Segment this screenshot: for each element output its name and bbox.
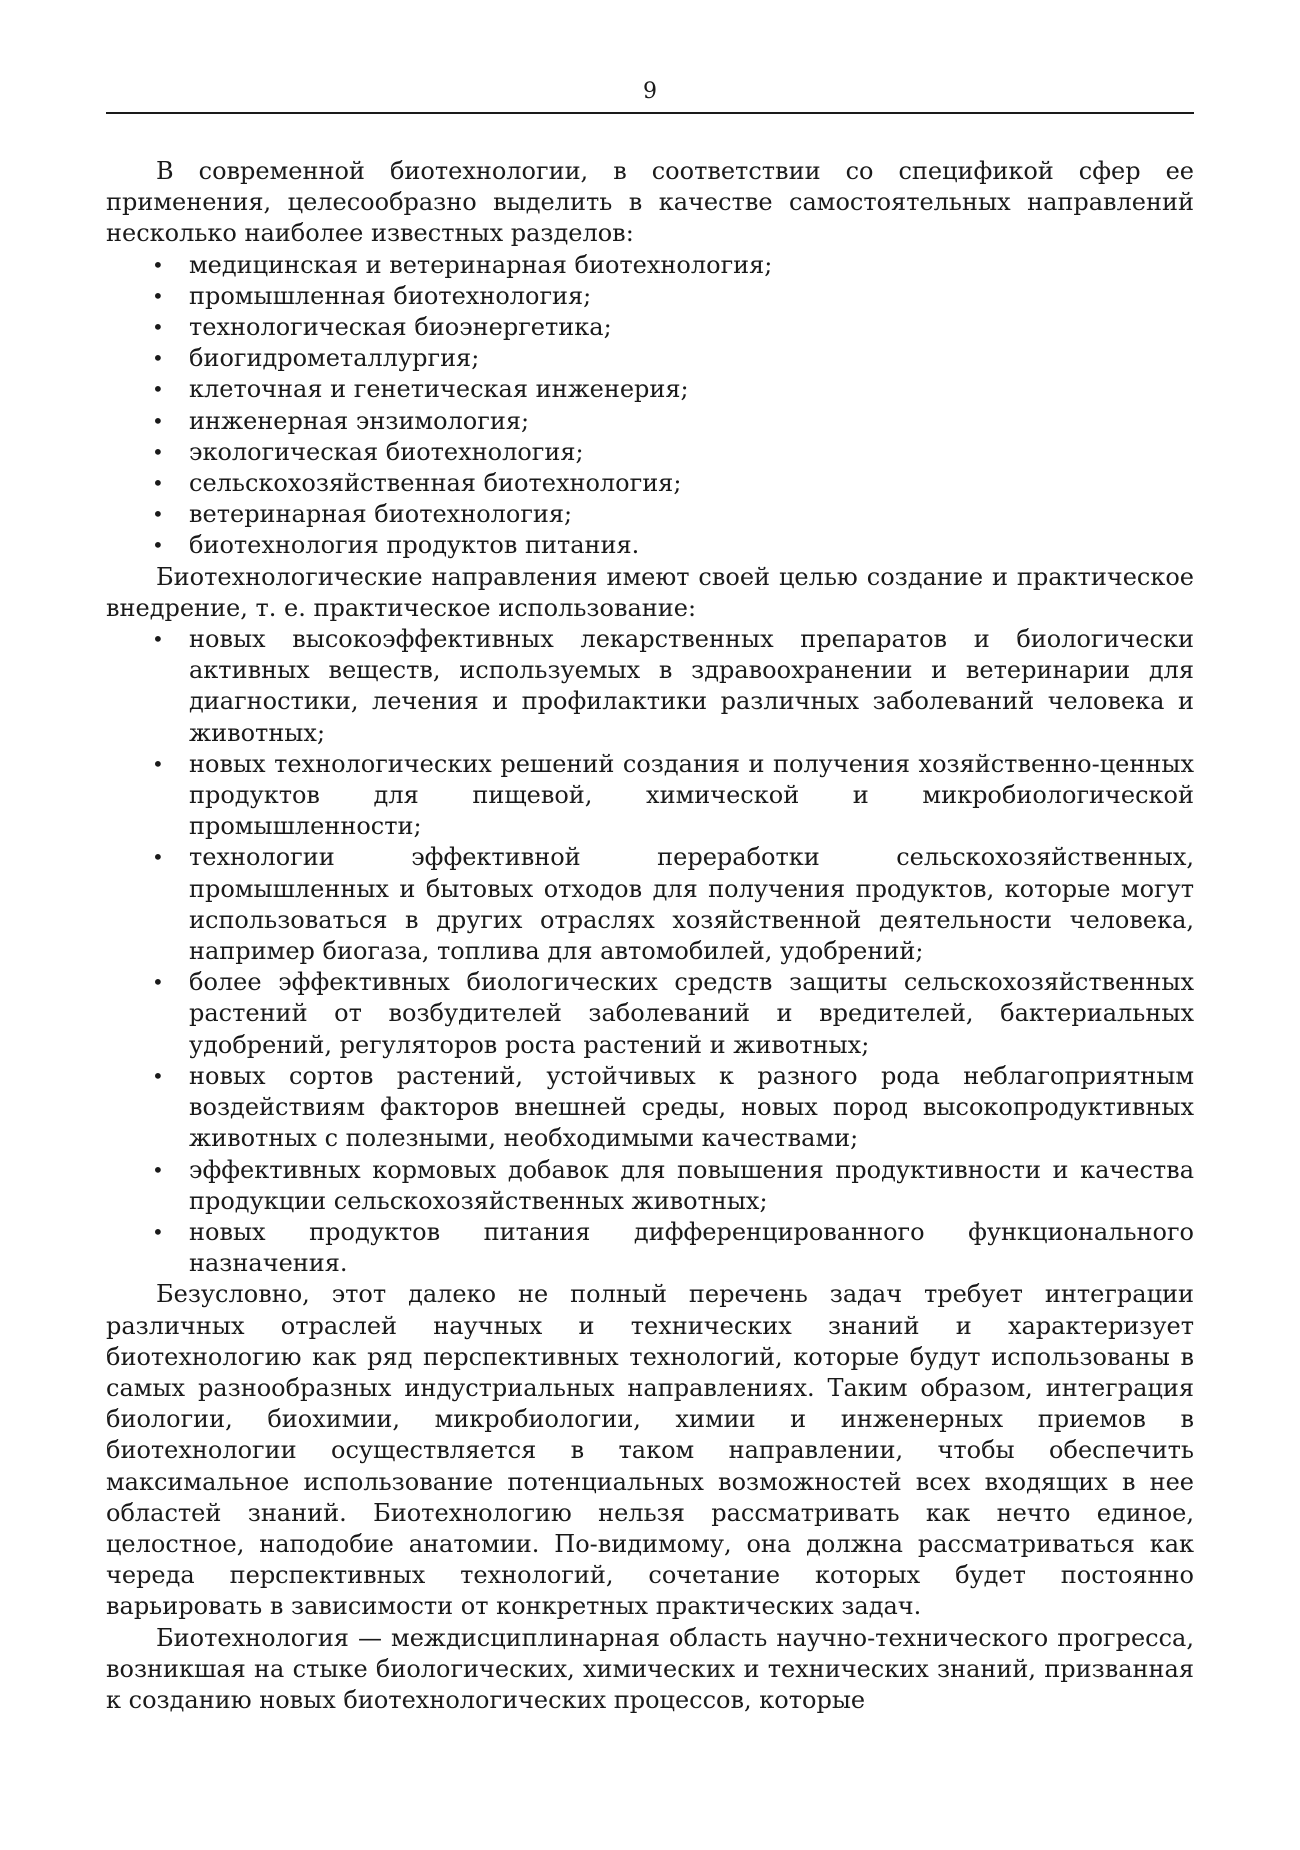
- bullet-icon: •: [152, 315, 164, 340]
- bullet-icon: •: [152, 627, 164, 652]
- bullet-icon: •: [152, 970, 164, 995]
- list-item: [106, 1155, 1194, 1217]
- bullet-icon: •: [152, 751, 164, 776]
- list-item: [106, 1217, 1194, 1279]
- list-item-text: новых продуктов питания дифференцированного функционального назначения.: [189, 1217, 1194, 1278]
- document-page: [106, 78, 1194, 1716]
- list-item-text: клеточная и генетическая инженерия;: [189, 375, 689, 404]
- list-item: [106, 842, 1194, 967]
- bullet-icon: •: [152, 408, 164, 433]
- list-item: [106, 749, 1194, 843]
- list-item: [106, 281, 1194, 312]
- list-item: [106, 967, 1194, 1061]
- list-item: [106, 437, 1194, 468]
- list-item-text: промышленная биотехнология;: [189, 281, 592, 310]
- list-item-text: технологии эффективной переработки сельскохозяйственных, промышленных и бытовых отходов для получения продуктов, которые могут использоваться в других отраслях хозяйственной деятельности человека, например биогаза, топлива для автомобилей, удобрений;: [189, 843, 1194, 966]
- list-item: [106, 468, 1194, 499]
- list-item-text: более эффективных биологических средств защиты сельскохозяйственных растений от возбудителей заболеваний и вредителей, бактериальных удобрений, регуляторов роста растений и животных;: [189, 968, 1194, 1059]
- bullet-icon: •: [152, 1219, 164, 1244]
- list-item: [106, 624, 1194, 749]
- header-rule: [106, 112, 1194, 114]
- bullet-icon: •: [152, 1063, 164, 1088]
- list-item-text: биогидрометаллургия;: [189, 344, 480, 373]
- bullet-icon: •: [152, 252, 164, 277]
- list-item: [106, 1061, 1194, 1155]
- list-item-text: ветеринарная биотехнология;: [189, 500, 573, 529]
- list-item-text: технологическая биоэнергетика;: [189, 313, 612, 342]
- paragraph-definition: Биотехнология — междисциплинарная область научно-технического прогресса, возникшая на стыке биологических, химических и технических знаний, призванная к созданию новых биотехнологических процессов, которые: [106, 1623, 1194, 1714]
- list-item-text: инженерная энзимология;: [189, 406, 530, 435]
- list-item-text: медицинская и ветеринарная биотехнология;: [189, 250, 773, 279]
- list-item: [106, 312, 1194, 343]
- bullet-icon: •: [152, 283, 164, 308]
- bullet-icon: •: [152, 377, 164, 402]
- bullet-icon: •: [152, 533, 164, 558]
- paragraph-intro: В современной биотехнологии, в соответствии со спецификой сфер ее применения, целесообразно выделить в качестве самостоятельных направлений несколько наиболее известных разделов:: [106, 157, 1194, 248]
- list-item-text: экологическая биотехнология;: [189, 437, 584, 466]
- bullet-icon: •: [152, 1157, 164, 1182]
- list-item: [106, 374, 1194, 405]
- page-number: 9: [643, 79, 657, 104]
- list-item-text: биотехнология продуктов питания.: [189, 531, 640, 560]
- list-item-text: новых сортов растений, устойчивых к разного рода неблагоприятным воздействиям факторов внешней среды, новых пород высокопродуктивных животных с полезными, необходимыми качествами;: [189, 1061, 1194, 1153]
- list-item: [106, 530, 1194, 561]
- list-item-text: эффективных кормовых добавок для повышения продуктивности и качества продукции сельскохозяйственных животных;: [189, 1155, 1194, 1215]
- bullet-icon: •: [152, 346, 164, 371]
- bullet-icon: •: [152, 471, 164, 496]
- list-item: [106, 499, 1194, 530]
- biotech-goals-list: [106, 624, 1194, 1279]
- list-item-text: сельскохозяйственная биотехнология;: [189, 469, 682, 498]
- bullet-icon: •: [152, 439, 164, 464]
- list-item: [106, 343, 1194, 374]
- bullet-icon: •: [152, 845, 164, 870]
- bullet-icon: •: [152, 502, 164, 527]
- list-item: [106, 406, 1194, 437]
- list-item-text: новых технологических решений создания и получения хозяйственно-ценных продуктов для пищевой, химической и микробиологической промышленности;: [189, 749, 1194, 841]
- paragraph-goals: Биотехнологические направления имеют своей целью создание и практическое внедрение, т. е. практическое использование:: [106, 562, 1194, 622]
- biotech-sections-list: [106, 250, 1194, 562]
- paragraph-integration: Безусловно, этот далеко не полный перечень задач требует интеграции различных отраслей научных и технических знаний и характеризует биотехнологию как ряд перспективных технологий, которые будут использованы в самых разнообразных индустриальных направлениях. Таким образом, интеграция биологии, биохимии, микробиологии, химии и инженерных приемов в биотехнологии осуществляется в таком направлении, чтобы обеспечить максимальное использование потенциальных возможностей всех входящих в нее областей знаний. Биотехнологию нельзя рассматривать как нечто единое, целостное, наподобие анатомии. По-видимому, она должна рассматриваться как череда перспективных технологий, сочетание которых будет постоянно варьировать в зависимости от конкретных практических задач.: [106, 1280, 1194, 1621]
- list-item-text: новых высокоэффективных лекарственных препаратов и биологически активных веществ, используемых в здравоохранении и ветеринарии для диагностики, лечения и профилактики различных заболеваний человека и животных;: [189, 625, 1194, 747]
- list-item: [106, 250, 1194, 281]
